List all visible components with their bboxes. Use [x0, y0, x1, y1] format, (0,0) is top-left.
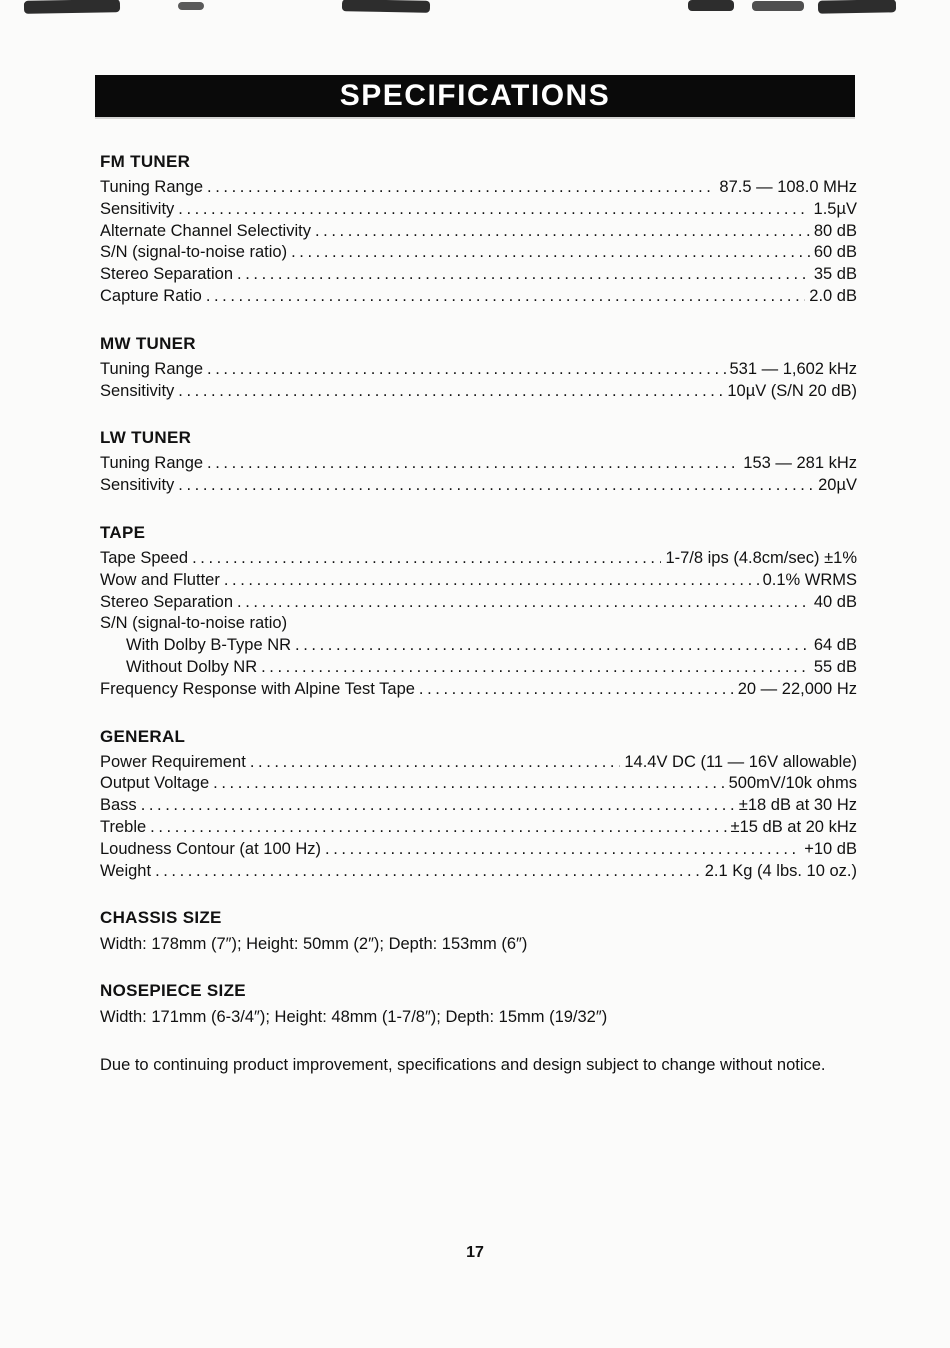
spec-label: Output Voltage — [100, 774, 210, 793]
spec-row — [100, 177, 857, 199]
spec-row — [100, 221, 857, 243]
dotted-leader — [315, 221, 810, 243]
dotted-leader — [155, 861, 701, 883]
dotted-leader — [207, 177, 715, 199]
spec-label: Wow and Flutter — [100, 570, 220, 589]
dotted-leader — [419, 679, 734, 701]
spec-row — [100, 264, 857, 286]
dotted-leader — [150, 817, 726, 839]
spec-value: 40 dB — [813, 592, 857, 611]
spec-label: Weight — [100, 861, 152, 880]
section-title: GENERAL — [100, 726, 186, 746]
spec-label: Frequency Response with Alpine Test Tape — [100, 679, 415, 698]
dotted-leader — [141, 795, 735, 817]
spec-value: 87.5 — 108.0 MHz — [719, 178, 857, 196]
spec-section — [100, 152, 857, 308]
spec-row — [100, 613, 857, 635]
spec-label: Sensitivity — [100, 199, 175, 218]
dotted-leader — [295, 635, 810, 657]
spec-row — [100, 752, 857, 774]
spec-value: 2.0 dB — [809, 286, 857, 305]
spec-label: Sensitivity — [100, 476, 175, 495]
dotted-leader — [178, 199, 809, 221]
sections — [100, 152, 857, 1028]
spec-value: 0.1% WRMS — [762, 570, 857, 589]
dotted-leader — [224, 570, 759, 592]
spec-row — [100, 199, 857, 221]
spec-row — [100, 592, 857, 614]
dotted-leader — [325, 839, 800, 861]
spec-value: 20 — 22,000 Hz — [737, 679, 857, 698]
dotted-leader — [250, 752, 621, 774]
specifications-header-bar — [95, 75, 855, 117]
spec-label: With Dolby B-Type NR — [126, 636, 292, 655]
spec-row — [100, 817, 857, 839]
footnote: Due to continuing product improvement, specifications and design subject to change without notice. — [100, 1056, 826, 1075]
dotted-leader — [192, 548, 661, 570]
spec-section — [100, 981, 857, 1028]
spec-value: +10 dB — [804, 839, 857, 858]
spec-value: 64 dB — [813, 636, 857, 655]
spec-row — [100, 453, 857, 475]
dotted-leader — [178, 381, 723, 403]
spec-row — [100, 773, 857, 795]
dotted-leader — [261, 657, 810, 679]
dotted-leader — [291, 242, 810, 264]
scan-artifact — [24, 0, 120, 14]
spec-section — [100, 334, 857, 403]
spec-section — [100, 727, 857, 883]
spec-value: 14.4V DC (11 — 16V allowable) — [624, 752, 857, 771]
dotted-leader — [207, 453, 739, 475]
spec-value: 60 dB — [813, 243, 857, 262]
section-title: MW TUNER — [100, 333, 196, 353]
spec-row — [100, 381, 857, 403]
spec-label: S/N (signal-to-noise ratio) — [100, 243, 288, 262]
spec-label: Stereo Separation — [100, 265, 234, 284]
spec-value: 531 — 1,602 kHz — [729, 359, 857, 378]
dotted-leader — [237, 592, 810, 614]
spec-row — [100, 839, 857, 861]
spec-row — [100, 359, 857, 381]
section-title: FM TUNER — [100, 152, 191, 171]
spec-section — [100, 908, 857, 955]
spec-row — [100, 548, 857, 570]
section-title: TAPE — [100, 522, 146, 542]
spec-label: Tuning Range — [100, 454, 204, 473]
page-title: SPECIFICATIONS — [339, 79, 611, 112]
spec-label: Capture Ratio — [100, 286, 202, 305]
section-title: LW TUNER — [100, 428, 192, 448]
spec-label: Loudness Contour (at 100 Hz) — [100, 839, 322, 858]
spec-label: Without Dolby NR — [126, 657, 258, 676]
spec-row — [100, 861, 857, 883]
spec-row — [100, 570, 857, 592]
spec-row — [100, 795, 857, 817]
spec-label: Power Requirement — [100, 752, 246, 771]
spec-label: Sensitivity — [100, 381, 175, 400]
scan-artifact — [688, 0, 734, 11]
spec-value: 80 dB — [813, 221, 857, 240]
spec-label: Tape Speed — [100, 548, 189, 567]
spec-value: 35 dB — [813, 265, 857, 284]
spec-label: Treble — [100, 817, 147, 836]
spec-label: Tuning Range — [100, 178, 204, 196]
spec-label: Stereo Separation — [100, 592, 234, 611]
spec-value: 2.1 Kg (4 lbs. 10 oz.) — [704, 861, 857, 880]
spec-value: 1.5µV — [813, 199, 857, 218]
spec-label: Bass — [100, 796, 137, 815]
scan-artifact — [818, 0, 896, 14]
dotted-leader — [207, 359, 725, 381]
section-text: Width: 178mm (7″); Height: 50mm (2″); Depth: 153mm (6″) — [100, 935, 528, 954]
spec-value: 20µV — [818, 476, 857, 495]
spec-section — [100, 523, 857, 701]
section-title: CHASSIS SIZE — [100, 908, 222, 928]
dotted-leader — [206, 286, 805, 308]
spec-value: 500mV/10k ohms — [728, 774, 857, 793]
scan-artifact — [752, 1, 804, 11]
spec-label: S/N (signal-to-noise ratio) — [100, 614, 288, 633]
spec-label: Alternate Channel Selectivity — [100, 221, 311, 240]
section-title: NOSEPIECE SIZE — [100, 981, 246, 1001]
spec-label: Tuning Range — [100, 359, 204, 378]
spec-row — [100, 242, 857, 264]
spec-value: 1-7/8 ips (4.8cm/sec) ±1% — [665, 548, 857, 567]
dotted-leader — [237, 264, 810, 286]
spec-row — [100, 679, 857, 701]
spec-value: 10µV (S/N 20 dB) — [727, 381, 857, 400]
section-text: Width: 171mm (6-3/4″); Height: 48mm (1-7/8″); Depth: 15mm (19/32″) — [100, 1008, 608, 1027]
spec-value: ±18 dB at 30 Hz — [738, 796, 857, 815]
spec-row — [100, 657, 857, 679]
page-number: 17 — [466, 1244, 484, 1261]
spec-value: 153 — 281 kHz — [743, 454, 857, 473]
spec-section — [100, 428, 857, 497]
scan-artifact — [178, 2, 204, 10]
spec-value: ±15 dB at 20 kHz — [730, 817, 857, 836]
scan-artifact — [342, 0, 430, 13]
spec-row — [100, 475, 857, 497]
dotted-leader — [213, 773, 724, 795]
specifications-content — [100, 152, 857, 1077]
spec-row — [100, 635, 857, 657]
dotted-leader — [178, 475, 814, 497]
spec-value: 55 dB — [813, 657, 857, 676]
spec-row — [100, 286, 857, 308]
